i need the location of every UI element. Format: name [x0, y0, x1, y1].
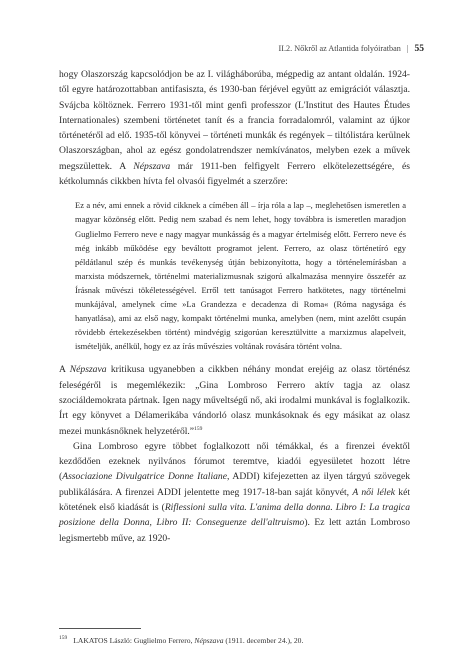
footnote-rule: [59, 628, 141, 629]
footnote-ref[interactable]: 159: [194, 425, 203, 432]
running-title: II.2. Nőkről az Atlantida folyóiratban: [278, 44, 401, 53]
footnote-number: 159: [59, 635, 68, 642]
italic-title: Associazione Divulgatrice Donne Italiane: [62, 471, 227, 483]
italic-title: Népszava: [69, 364, 107, 376]
text-run: hogy Olaszország kapcsolódjon be az I. világháborúba, mégpedig az antant oldalán. 1924-től egyre határozottabban antifasiszta, és 1930-ban férjével együtt az emigrációt választja. Svájcba költöznek. Ferrero 1931-től mint genfi professzor (L'Institut des Hautes Études Internationales) szembeni történetet tanít és a francia forradalomról, valamint az újkor történetéről ad elő. 1935-től könyvei – történeti munkák és regények – tiltólistára kerülnek Olaszországban, ahol az egész gondolatrendszer nemkívánatos, melyben ezek a művek megszülettek. A: [59, 69, 410, 172]
text-run: két kötetének első kiadását is (: [59, 486, 410, 514]
text-run: , ADDI) kifejezetten az ilyen tárgyú szövegek publikálására. A firenzei ADDI jelentette meg 1917-18-ban saját könyvét,: [59, 471, 410, 498]
paragraph-nepszava: [59, 362, 410, 438]
italic-title: Népszava: [133, 160, 171, 172]
block-quote: [75, 198, 406, 353]
paragraph-lombroso: [59, 439, 410, 546]
italic-title: A női lélek: [352, 486, 395, 498]
text-run: kritikusa ugyanebben a cikkben néhány mondat erejéig az olasz történész feleségéről is megemlékezik: „Gina Lombroso Ferrero aktív tagja az olasz szociáldemokrata pártnak. Igen nagy műveltségű nő, aki irodalmi munkával is foglalkozik. Írt egy könyvet a Délamerikába vándorló olasz munkásoknak és egy másikat az olasz mezei munkásnőknek helyzetéről.”: [59, 364, 410, 437]
italic-title: Népszava: [194, 636, 224, 645]
text-run: ). Ez lett aztán Lombroso legismertebb műve, az 1920-: [59, 517, 410, 544]
text-run: már 1911-ben felfigyelt Ferrero elkötelezettségére, és kétkolumnás cikkben hívta fel olvasói figyelmét a szerzőre:: [59, 160, 410, 188]
paragraph-intro: [59, 67, 410, 189]
footnote: [59, 636, 410, 646]
running-header: [60, 44, 424, 54]
text-run: A: [59, 364, 70, 376]
quote-text: Ez a név, ami ennek a rövid cikknek a címében áll – írja róla a lap –, meglehetősen ismeretlen a magyar közönség előtt. Pedig nem szabad és nem lehet, hogy továbbra is ismeretlen maradjon Guglielmo Ferrero neve e nagy magyar munkásság és a magyar értelmiség előtt. Ferrero neve és még inkább működése egy beváltott programot jelent. Ferrero, az olasz történetíró egy példátlanul szép és munkás tevékenység útján bebizonyította, hogy a történelemírásban a marxista módszernek, történelmi materializmusnak szigorú alkalmazása mennyire összefér az Írásnak művészi tökéletességével. Erről tett tanúsagot Ferrero hatkötetes, nagy történelmi munkájával, amelynek címe »La Grandezza e decadenza di Roma« (Róma nagysága és hanyatlása), ami az első nagy, kompakt történelmi munka, amelyben (nem, mint azelőtt csupán rövidebb értekezésekben történt) mindvégig szigorúan keresztülvitte a marxizmus alapelveit, ismételjük, anélkül, hogy ez az írás művészies voltának rovására történt volna.: [75, 200, 406, 352]
footnote-text: (1911. december 24.), 20.: [223, 636, 304, 645]
text-run: Gina Lombroso egyre többet foglalkozott női témákkal, és a firenzei évektől kezdődően ezeknek nyilvános fórumot teremtve, kiadói egyesületet hozott létre (: [59, 440, 410, 483]
page-number: 55: [414, 44, 424, 54]
header-separator: |: [406, 44, 409, 53]
main-text: [59, 67, 410, 546]
italic-title: Riflessioni sulla vita. L'anima della donna. Libro I: La tragica posizione della Donna, Libro II: Conseguenze dell'altruismo: [59, 502, 410, 529]
footnote-text: LAKATOS László: Guglielmo Ferrero,: [73, 636, 195, 645]
